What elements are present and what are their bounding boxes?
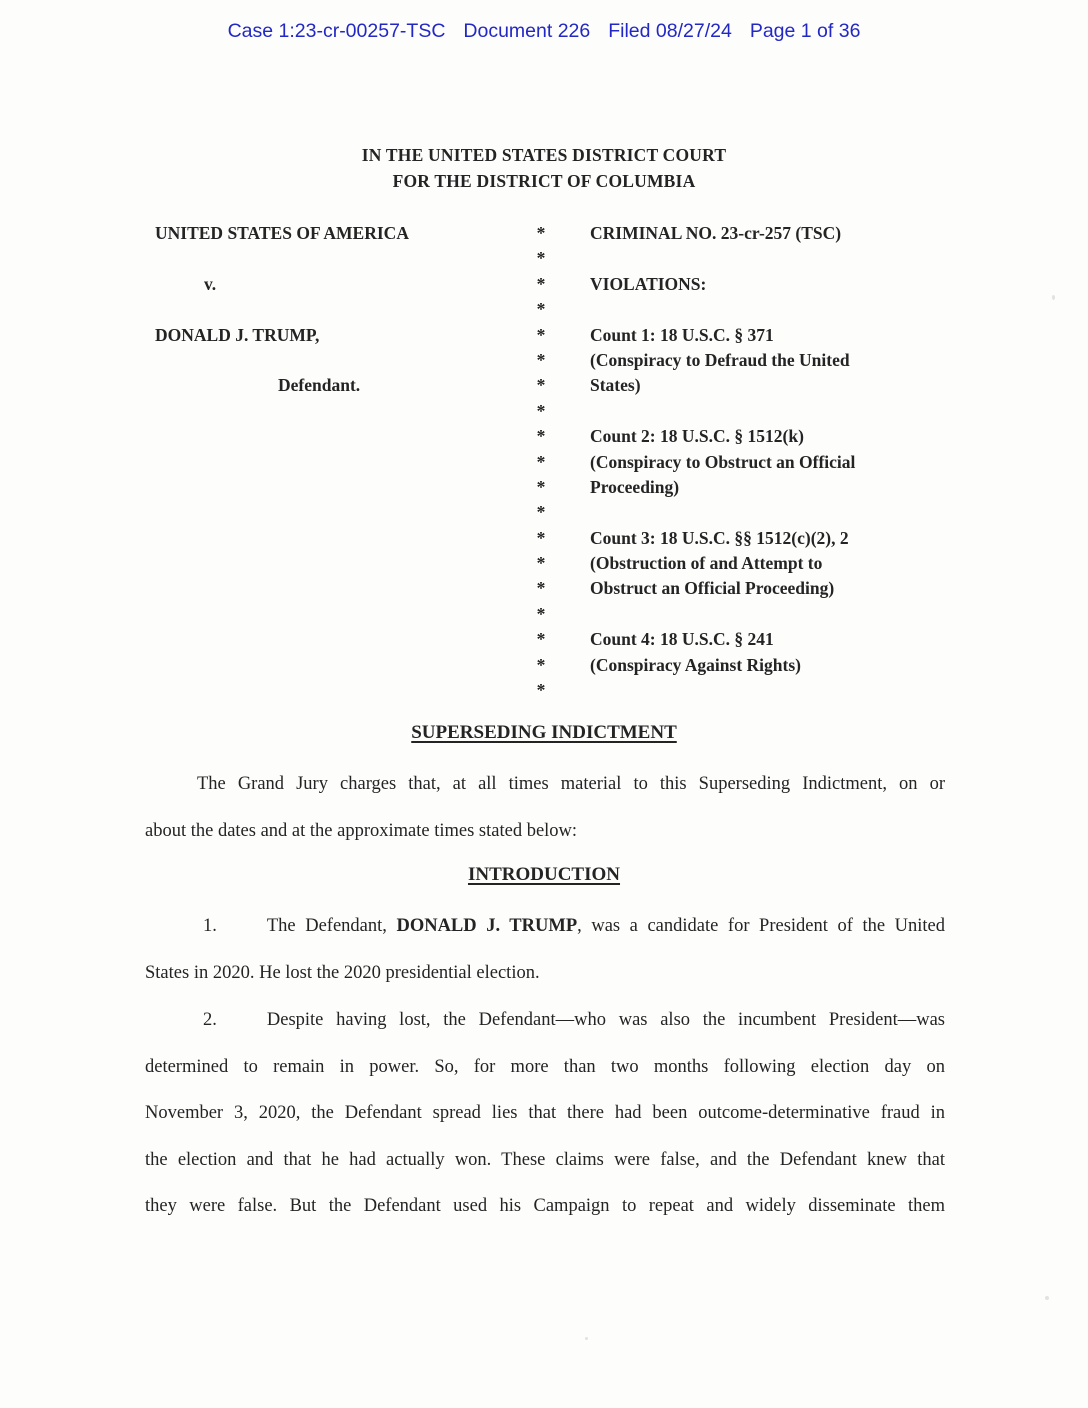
asterisk-separator: * [536,629,546,650]
paragraph-2 [145,997,945,1230]
case-stamp [0,20,1088,43]
defendant-name: DONALD J. TRUMP, [155,324,320,345]
asterisk-separator: * [536,400,546,421]
paragraph-1-line1: 1. The Defendant, DONALD J. TRUMP, was a candidate for President of the United [203,916,945,936]
asterisk-separator: * [536,603,546,624]
asterisk-separator: * [536,553,546,574]
paragraph-2-line2: determined to remain in power. So, for more than two months following election day on [145,1056,945,1077]
count1-statute: Count 1: 18 U.S.C. § 371 [590,324,774,345]
paragraph-number: 2. [203,1010,217,1030]
count2-description: (Conspiracy to Obstruct an Official [590,451,856,472]
asterisk-separator: * [536,375,546,396]
violations-label: VIOLATIONS: [590,273,707,294]
asterisk-separator: * [536,426,546,447]
scan-artifact [1045,1296,1049,1300]
scan-artifact [1052,295,1055,300]
paragraph-2-line5: they were false. But the Defendant used his Campaign to repeat and widely disseminate them [145,1196,945,1216]
plaintiff-name: UNITED STATES OF AMERICA [155,223,409,243]
introduction-heading: INTRODUCTION [467,864,621,885]
charging-paragraph [145,761,945,854]
case-caption [155,221,949,703]
criminal-number: CRIMINAL NO. 23-cr-257 (TSC) [590,223,842,243]
asterisk-separator: * [536,680,546,701]
filed-date: Filed 08/27/24 [608,20,732,42]
count4-description: (Conspiracy Against Rights) [590,654,801,675]
asterisk-separator: * [536,578,546,599]
count2-statute: Count 2: 18 U.S.C. § 1512(k) [590,426,804,447]
versus-label: v. [204,273,217,294]
count1-description: (Conspiracy to Defraud the United [590,349,850,370]
page-count: Page 1 of 36 [749,20,861,42]
paragraph-2-line1: 2. Despite having lost, the Defendant—who was also the incumbent President—was [203,1010,945,1030]
superseding-indictment-heading: SUPERSEDING INDICTMENT [411,722,677,743]
asterisk-separator: * [536,324,546,345]
count3-statute: Count 3: 18 U.S.C. §§ 1512(c)(2), 2 [590,527,849,548]
count3-description-cont: Obstruct an Official Proceeding) [590,578,835,599]
paragraph-2-line3: November 3, 2020, the Defendant spread lies that there had been outcome-determinative fraud in [145,1103,945,1123]
paragraph-2-line4: the election and that he had actually won. These claims were false, and the Defendant knew that [145,1149,945,1170]
charging-line2: about the dates and at the approximate times stated below: [145,820,578,841]
paragraph-number: 1. [203,916,217,936]
court-title-line1: IN THE UNITED STATES DISTRICT COURT [361,145,727,165]
paragraph-1 [145,903,945,996]
asterisk-separator: * [536,451,546,472]
asterisk-separator: * [536,223,546,243]
defendant-label: Defendant. [278,375,361,396]
scan-artifact [585,1337,588,1340]
paragraph-1-line2: States in 2020. He lost the 2020 presidential election. [145,962,540,983]
asterisk-separator: * [536,273,546,294]
court-title-line2: FOR THE DISTRICT OF COLUMBIA [392,171,696,191]
court-title [0,142,1088,194]
asterisk-separator: * [536,248,546,269]
asterisk-separator: * [536,654,546,675]
defendant-name-bold: DONALD J. TRUMP [396,916,578,936]
asterisk-separator: * [536,502,546,523]
document-number: Document 226 [463,20,591,42]
count3-description: (Obstruction of and Attempt to [590,553,823,574]
count1-description-cont: States) [590,375,641,396]
asterisk-separator: * [536,349,546,370]
asterisk-separator: * [536,527,546,548]
count4-statute: Count 4: 18 U.S.C. § 241 [590,629,774,650]
count2-description-cont: Proceeding) [590,476,680,497]
asterisk-separator: * [536,299,546,320]
asterisk-separator: * [536,476,546,497]
charging-line1: The Grand Jury charges that, at all times material to this Superseding Indictment, on or [197,774,945,794]
case-number: Case 1:23-cr-00257-TSC [227,20,446,42]
